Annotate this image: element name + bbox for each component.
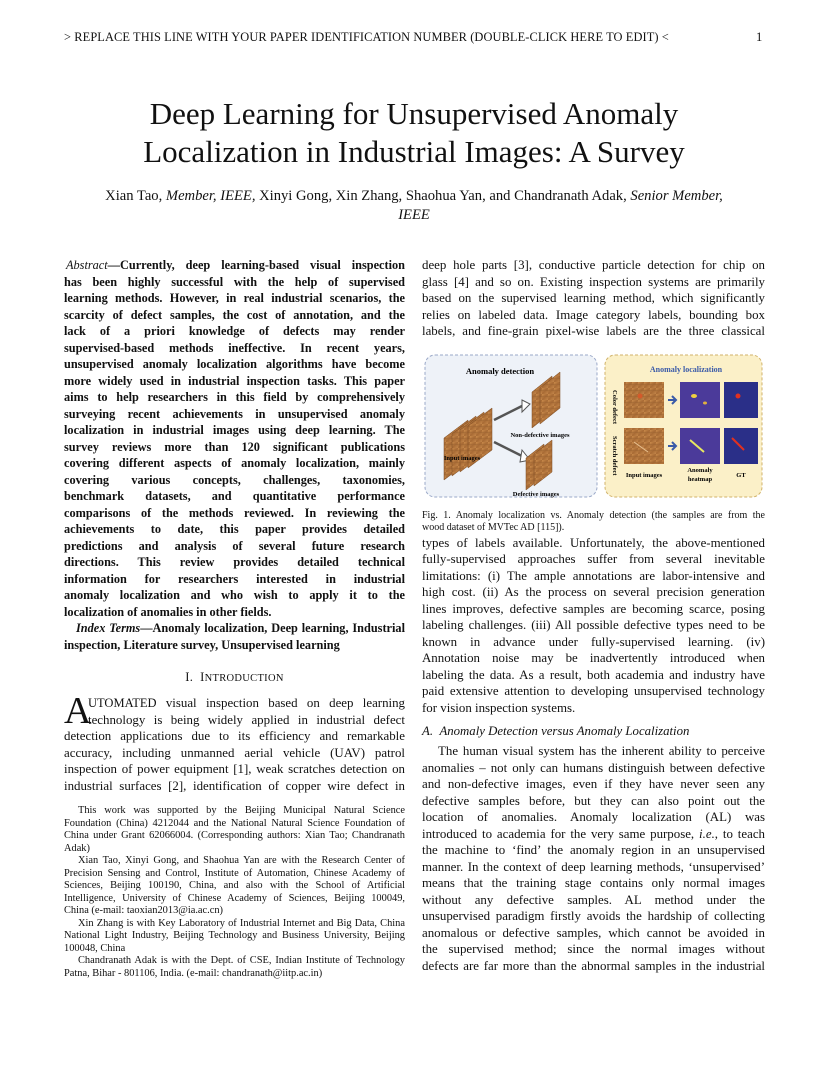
footnotes — [64, 805, 405, 980]
gt-label: GT — [736, 471, 746, 479]
heatmap-hotspot — [703, 401, 707, 404]
footnote-line: Foundation (China) 4212044 and the National Natural Science Foundation of — [64, 817, 405, 829]
footnote — [64, 955, 405, 980]
footnote-line: Intelligence, University of Chinese Academy of Sciences, Beijing 100049, — [64, 892, 405, 904]
color-defect-input — [624, 382, 664, 418]
author-first-role: Member, IEEE, — [165, 188, 256, 204]
text-line: glass [4] and so on. Existing inspection systems are primarily — [422, 274, 765, 289]
right-paragraph-limitations — [422, 535, 765, 717]
text-line: introduced to academia for the very same purpose, i.e., to teach — [422, 826, 765, 841]
heatmap-hotspot — [691, 394, 697, 398]
author-last-role: Senior Member, — [630, 188, 723, 204]
index-terms-label: Index Terms — [76, 621, 141, 635]
text-line: relies on labeled data. Image category labels, bounding box — [422, 307, 765, 322]
text-line: comparisons of the methods reviewed. In reviewing the — [64, 505, 405, 520]
footnote-line: China (e-mail: taoxian2013@ia.ac.cn) — [64, 905, 224, 916]
scratch-defect-input — [624, 428, 664, 464]
footnote — [64, 805, 405, 855]
running-header: > REPLACE THIS LINE WITH YOUR PAPER IDENTIFICATION NUMBER (DOUBLE-CLICK HERE TO EDIT) < — [64, 30, 669, 44]
author-list — [60, 187, 768, 225]
text-line: types of labels available. Unfortunately, the above-mentioned — [422, 535, 765, 550]
text-line: learning methods. However, in real industrial scenarios, the — [64, 291, 405, 305]
text-line: more widely used in industrial inspection tasks. This paper — [64, 373, 405, 388]
text-line: directions. This review provides detailed technical — [64, 555, 405, 569]
text-line: has been highly successful with the help of supervised — [64, 274, 405, 289]
text-line: covering various concepts, challenges, taxonomies, — [64, 472, 405, 487]
heatmap-label-1: Anomaly — [687, 466, 713, 474]
abstract-line: Abstract—Currently, deep learning-based visual inspection — [66, 258, 405, 272]
intro-line: accuracy, including unmanned aerial vehicle (UAV) patrol — [64, 745, 405, 760]
text-line: paid extensive attention to developing unsupervised technology — [422, 684, 765, 698]
footnote — [64, 918, 405, 956]
text-line: defective samples before, but they can also point out the — [422, 793, 765, 808]
text-line: deep hole parts [3], conductive particle detection for chip on — [422, 258, 765, 272]
footnote-line: China under Grant 62066004. (Corresponding authors: Xian Tao; Chandranath — [64, 830, 405, 841]
text-line: localization in industrial images using deep learning. The — [64, 423, 405, 437]
right-top-paragraph — [422, 257, 765, 340]
title-line-2: Localization in Industrial Images: A Survey — [143, 134, 685, 169]
intro-line: detection applications due to its efficiency and remarkable — [64, 729, 405, 743]
defective-label: Defective images — [512, 490, 560, 498]
index-terms — [64, 620, 405, 653]
color-defect-gt — [724, 382, 758, 418]
abstract-body — [64, 274, 405, 621]
footnote-line: Xian Tao, Xinyi Gong, and Shaohua Yan are with the Research Center of — [78, 855, 405, 866]
non-defective-label: Non-defective images — [510, 431, 570, 439]
drop-cap: A — [64, 690, 92, 732]
intro-line: technology is being widely applied in industrial defect — [88, 712, 405, 727]
color-defect-spot — [638, 393, 643, 398]
text-line: anomaly localization and who wish to apply it to the — [64, 588, 405, 602]
footnote-line: 100048, China — [64, 942, 126, 954]
paper-title — [40, 95, 788, 171]
intro-line: UTOMATED visual inspection based on deep learning — [88, 696, 405, 710]
color-defect-label: Color defect — [611, 389, 618, 424]
figure-1-diagram — [422, 352, 765, 502]
text-line: means that the training stage contains only normal images — [422, 876, 765, 890]
footnote-line: This work was supported by the Beijing Municipal Natural Science — [78, 805, 405, 816]
text-line: fully-supervised approaches suffer from several inevitable — [422, 552, 765, 566]
text-line: localization of anomalies in other fields. — [64, 604, 272, 619]
page-number: 1 — [756, 30, 763, 44]
figure-1 — [422, 352, 765, 502]
text-line: scarcity of defect samples, the cost of annotation, and the — [64, 307, 405, 322]
text-line: anomalies – not only can humans distinguish between defective — [422, 760, 765, 775]
footnote-line: Xin Zhang is with Key Laboratory of Industrial Internet and Big Data, China — [78, 917, 405, 929]
text-line: location of anomalies. Anomaly localization (AL) was — [422, 810, 765, 824]
text-line: unsupervised paradigm firstly avoids the hardship of collecting — [422, 909, 765, 923]
text-line: limitations: (i) The ample annotations are labor-intensive and — [422, 568, 765, 583]
text-line: the supervised method; since the normal images without — [422, 942, 765, 956]
text-line: labeling challenges. (iii) All possible defective types need to be — [422, 618, 765, 632]
text-line: supervised-based methods ineffective. In recent years, — [64, 340, 405, 355]
text-line: lack of a priori knowledge of defects may render — [64, 324, 405, 338]
figure-caption: Fig. 1. Anomaly localization vs. Anomaly detection (the samples are from the wood dataset of MVTec AD [115]). — [422, 509, 765, 533]
text-line: benchmark datasets, and quantitative performance — [64, 489, 405, 503]
input-images-right-label: Input images — [625, 471, 663, 479]
anomaly-detection-panel — [425, 355, 597, 497]
footnote-line: Adak) — [64, 842, 90, 854]
text-line: predictions and analysis of several future research — [64, 538, 405, 553]
text-line: known in advance under fully-supervised learning. (iv) — [422, 634, 765, 649]
heatmap-label-2: heatmap — [687, 475, 713, 483]
text-line: Annotation noise may be inadvertently introduced when — [422, 651, 765, 665]
text-line: labeling the data. As a result, both academia and industry have — [422, 667, 765, 682]
gt-mark — [736, 393, 741, 398]
footnote-line: Precision Sensing and Control, Institute of Automation, Chinese Academy of — [64, 867, 405, 879]
text-line: covering different aspects of anomaly localization, mainly — [64, 456, 405, 470]
text-line: aims to help researchers in this field by comprehensively — [64, 390, 405, 404]
title-line-1: Deep Learning for Unsupervised Anomaly — [149, 96, 679, 131]
text-line: and non-defective images, even if they have never seen any — [422, 777, 765, 791]
text-line: survey reviews more than 120 significant publications — [64, 439, 405, 454]
text-line: defects are far more than the abnormal samples in the industrial — [422, 958, 765, 973]
footnote-line: National Light Industry, Beijing Technology and Business University, Beijing — [64, 930, 405, 941]
text-line: information for researchers interested in industrial — [64, 571, 405, 586]
text-line: for vision inspection systems. — [422, 700, 576, 715]
intro-line: industrial surfaces [2], identification of copper wire defect in — [64, 778, 405, 793]
section-heading-introduction: I. INTRODUCTION — [185, 670, 284, 684]
left-column — [64, 257, 405, 794]
footnote — [64, 855, 405, 918]
anomaly-detection-title: Anomaly detection — [465, 365, 535, 376]
intro-paragraph — [64, 690, 405, 794]
text-line: high cost. (ii) As the process on several precision generation — [422, 585, 765, 599]
index-terms-line: inspection, Literature survey, Unsupervised learning — [64, 637, 340, 652]
footnote-line: Patna, Bihar - 801106, India. (e-mail: chandranath@iitp.ac.in) — [64, 967, 323, 979]
scratch-defect-label: Scratch defect — [611, 435, 618, 476]
text-line: manner. In the context of deep learning methods, ‘unsupervised’ — [422, 859, 765, 874]
author-first: Xian Tao, — [105, 188, 166, 204]
footnote-line: Sciences, Beijing 100190, China, and also with the School of Artificial — [64, 880, 405, 891]
right-paragraph-human-visual — [422, 743, 765, 974]
text-line: anomalous or defective samples, which cannot be avoided in — [422, 925, 765, 940]
text-line: lines improves, defective samples are becoming scarce, posing — [422, 601, 765, 616]
text-line: surveying recent achievements in unsupervised anomaly — [64, 406, 405, 421]
text-line: unsupervised anomaly localization algorithms have become — [64, 357, 405, 371]
right-column — [422, 257, 765, 974]
text-line: achievements to date, this paper provides detailed — [64, 522, 405, 536]
index-terms-line: Index Terms—Anomaly localization, Deep learning, Industrial — [76, 621, 405, 635]
scratch-defect-heatmap — [680, 428, 720, 464]
author-others: Xinyi Gong, Xin Zhang, Shaohua Yan, and Chandranath Adak, — [255, 188, 631, 204]
text-line: The human visual system has the inherent ability to perceive — [438, 744, 765, 758]
text-line: without any defective samples. AL method under the — [422, 892, 765, 907]
abstract-label: Abstract — [66, 258, 108, 272]
anomaly-localization-title: Anomaly localization — [649, 364, 723, 374]
intro-line: inspection of power equipment [1], weak scratches detection on — [64, 762, 405, 776]
text-line: based on the supervised learning method, which significantly — [422, 291, 765, 305]
text-line: labels, and fine-grain pixel-wise labels are the three classical — [422, 324, 765, 338]
input-images-label: Input images — [443, 454, 481, 462]
color-defect-heatmap — [680, 382, 720, 418]
author-last-role-cont: IEEE — [398, 207, 430, 223]
abstract — [64, 257, 405, 620]
subsection-heading: A. Anomaly Detection versus Anomaly Localization — [422, 724, 690, 738]
text-line: the machine to ‘find’ the anomaly region in an unsupervised — [422, 843, 765, 857]
footnote-line: Chandranath Adak is with the Dept. of CSE, Indian Institute of Technology — [78, 955, 405, 966]
